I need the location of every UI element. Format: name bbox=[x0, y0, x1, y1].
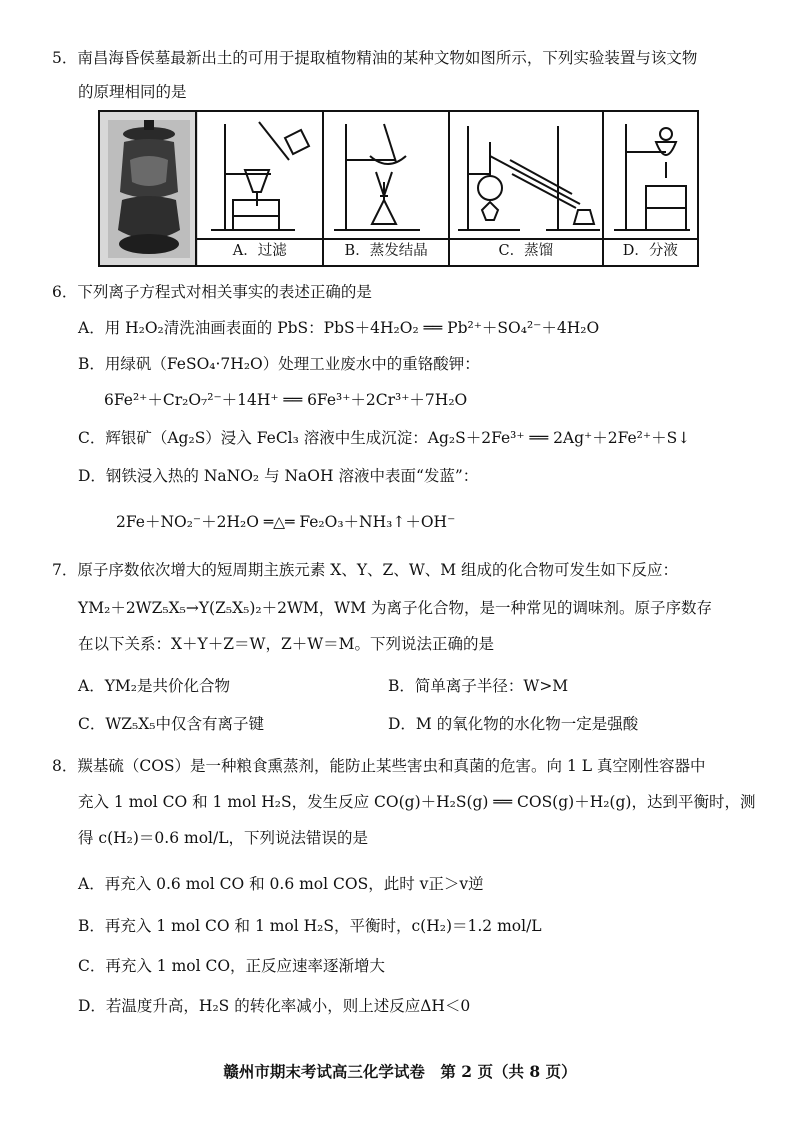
page-footer: 赣州市期末考试高三化学试卷 第 2 页（共 8 页） bbox=[223, 1062, 577, 1081]
q7-option-c: C．WZ₅X₅中仅含有离子键 bbox=[78, 715, 265, 733]
caption-c: C．蒸馏 bbox=[450, 238, 602, 265]
q7-stem-line1: 7．原子序数依次增大的短周期主族元素 X、Y、Z、W、M 组成的化合物可发生如下反应： bbox=[52, 561, 679, 579]
apparatus-distillation bbox=[448, 112, 602, 265]
q5-figure-table bbox=[98, 110, 699, 267]
q6-option-c: C．辉银矿（Ag₂S）浸入 FeCl₃ 溶液中生成沉淀：Ag₂S＋2Fe³⁺ ══ 2Ag⁺＋2Fe²⁺＋S↓ bbox=[78, 429, 691, 447]
q7-option-d: D．M 的氧化物的水化物一定是强酸 bbox=[388, 715, 639, 733]
q8-stem-line2: 充入 1 mol CO 和 1 mol H₂S，发生反应 CO(g)＋H₂S(g) ══ COS(g)＋H₂(g)，达到平衡时，测 bbox=[78, 793, 756, 811]
q8-stem-line1: 8．羰基硫（COS）是一种粮食熏蒸剂，能防止某些害虫和真菌的危害。向 1 L 真空刚性容器中 bbox=[52, 757, 706, 775]
q8-option-d: D．若温度升高，H₂S 的转化率减小，则上述反应ΔH＜0 bbox=[78, 997, 471, 1015]
caption-d: D．分液 bbox=[604, 238, 697, 265]
apparatus-separation bbox=[602, 112, 697, 265]
q5-stem-line1: 5．南昌海昏侯墓最新出土的可用于提取植物精油的某种文物如图所示，下列实验装置与该文物 bbox=[52, 49, 698, 67]
apparatus-filtration bbox=[195, 112, 322, 265]
q6-option-a: A．用 H₂O₂清洗油画表面的 PbS：PbS＋4H₂O₂ ══ Pb²⁺＋SO₄²⁻＋4H₂O bbox=[78, 319, 600, 337]
caption-b: B．蒸发结晶 bbox=[324, 238, 448, 265]
q7-option-b: B．简单离子半径：W>M bbox=[388, 677, 569, 695]
caption-a: A．过滤 bbox=[197, 238, 322, 265]
q8-option-a: A．再充入 0.6 mol CO 和 0.6 mol COS，此时 v正＞v逆 bbox=[78, 875, 484, 893]
q7-option-a: A．YM₂是共价化合物 bbox=[78, 677, 231, 695]
q8-stem-line3: 得 c(H₂)＝0.6 mol/L，下列说法错误的是 bbox=[78, 829, 369, 847]
q5-stem-line2: 的原理相同的是 bbox=[78, 83, 187, 101]
artifact-photo bbox=[100, 112, 195, 265]
q6-option-b-line2: 6Fe²⁺＋Cr₂O₇²⁻＋14H⁺ ══ 6Fe³⁺＋2Cr³⁺＋7H₂O bbox=[104, 391, 468, 409]
apparatus-evaporation bbox=[322, 112, 448, 265]
q7-stem-line3: 在以下关系：X＋Y＋Z＝W，Z＋W＝M。下列说法正确的是 bbox=[78, 635, 495, 653]
q8-option-c: C．再充入 1 mol CO，正反应速率逐渐增大 bbox=[78, 957, 386, 975]
q6-option-d-line2: 2Fe＋NO₂⁻＋2H₂O ═△═ Fe₂O₃＋NH₃↑＋OH⁻ bbox=[116, 513, 456, 531]
q7-stem-line2: YM₂＋2WZ₅X₅→Y(Z₅X₅)₂＋2WM，WM 为离子化合物，是一种常见的调味剂。原子序数存 bbox=[78, 599, 712, 617]
q6-option-d-line1: D．钢铁浸入热的 NaNO₂ 与 NaOH 溶液中表面“发蓝”： bbox=[78, 467, 479, 485]
q8-option-b: B．再充入 1 mol CO 和 1 mol H₂S，平衡时，c(H₂)＝1.2 mol/L bbox=[78, 917, 542, 935]
q6-stem: 6．下列离子方程式对相关事实的表述正确的是 bbox=[52, 283, 372, 301]
q6-option-b-line1: B．用绿矾（FeSO₄·7H₂O）处理工业废水中的重铬酸钾： bbox=[78, 355, 480, 373]
